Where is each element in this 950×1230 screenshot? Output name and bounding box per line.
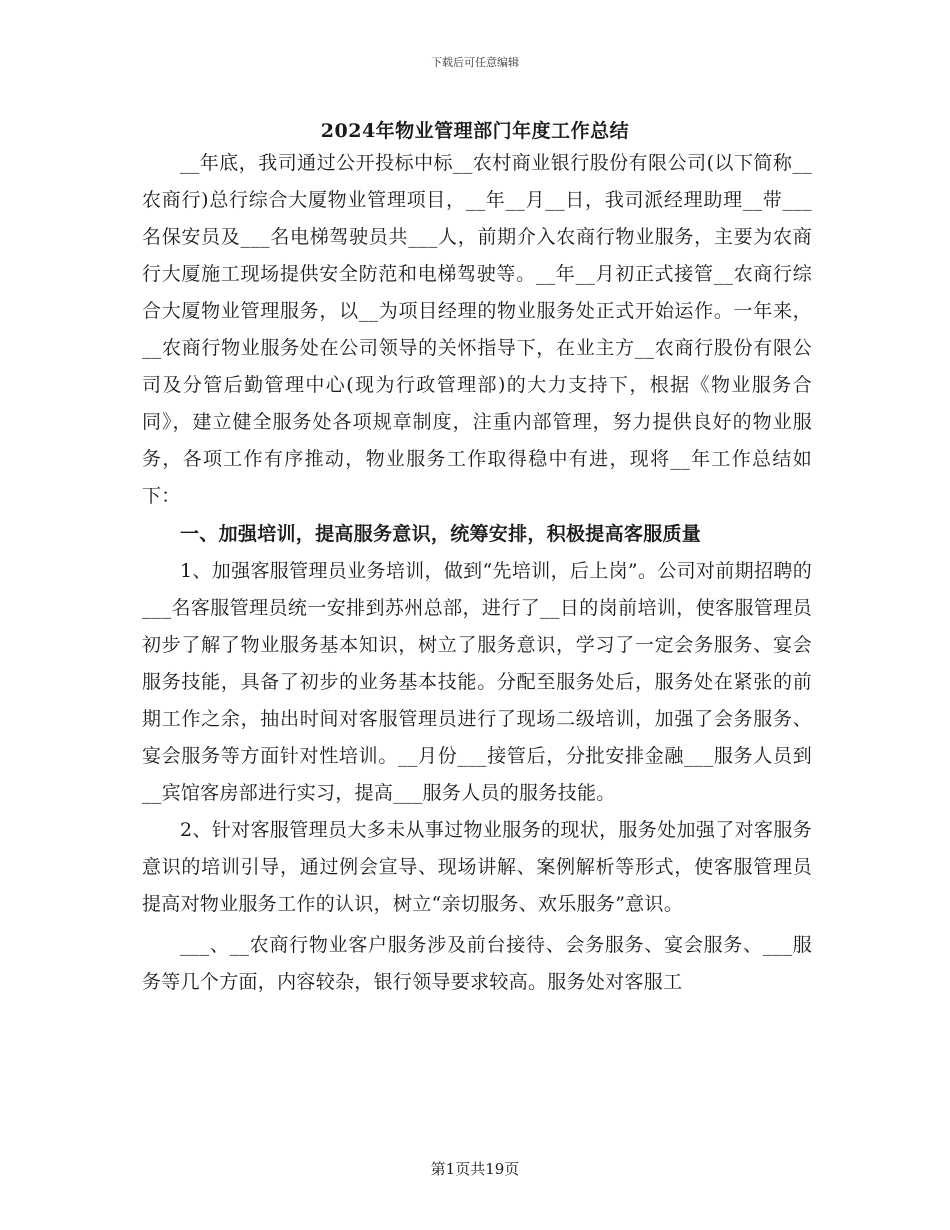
intro-paragraph: __年底，我司通过公开投标中标__农村商业银行股份有限公司(以下简称__农商行)总行综合大厦物业管理项目，__年__月__日，我司派经理助理__带___名保安员及___名电梯驾驶员共___人，前期介入农商行物业服务，主要为农商行大厦施工现场提供安全防范和电梯驾驶等。__年__月初正式接管__农商行综合大厦物业管理服务，以__为项目经理的物业服务处正式开始运作。一年来，__农商行物业服务处在公司领导的关怀指导下，在业主方__农商行股份有限公司及分管后勤管理中心(现为行政管理部)的大力支持下，根据《物业服务合同》，建立健全服务处各项规章制度，注重内部管理，努力提供良好的物业服务，各项工作有序推动，物业服务工作取得稳中有进，现将__年工作总结如下： <box>142 152 812 507</box>
item-paragraph-1: 1、加强客服管理员业务培训，做到“先培训，后上岗”。公司对前期招聘的___名客服管理员统一安排到苏州总部，进行了__日的岗前培训，使客服管理员初步了解了物业服务基本知识，树立了服务意识，学习了一定会务服务、宴会服务技能，具备了初步的业务基本技能。分配至服务处后，服务处在紧张的前期工作之余，抽出时间对客服管理员进行了现场二级培训，加强了会务服务、宴会服务等方面针对性培训。__月份___接管后，分批安排金融___服务人员到__宾馆客房部进行实习，提高___服务人员的服务技能。 <box>142 560 812 804</box>
document-title: 2024年物业管理部门年度工作总结 <box>320 120 630 142</box>
page-footer: 第1页共19页 <box>430 1160 520 1178</box>
item-paragraph-3: ___、__农商行物业客户服务涉及前台接待、会务服务、宴会服务、___服务等几个方面，内容较杂，银行领导要求较高。服务处对客服工 <box>142 934 812 993</box>
document-body <box>142 145 812 1001</box>
item-paragraph-2: 2、针对客服管理员大多未从事过物业服务的现状，服务处加强了对客服务意识的培训引导，通过例会宣导、现场讲解、案例解析等形式，使客服管理员提高对物业服务工作的认识，树立“亲切服务、欢乐服务”意识。 <box>142 819 812 915</box>
section-heading-1: 一、加强培训，提高服务意识，统筹安排，积极提高客服质量 <box>180 523 702 545</box>
header-note: 下载后可任意编辑 <box>431 56 519 69</box>
